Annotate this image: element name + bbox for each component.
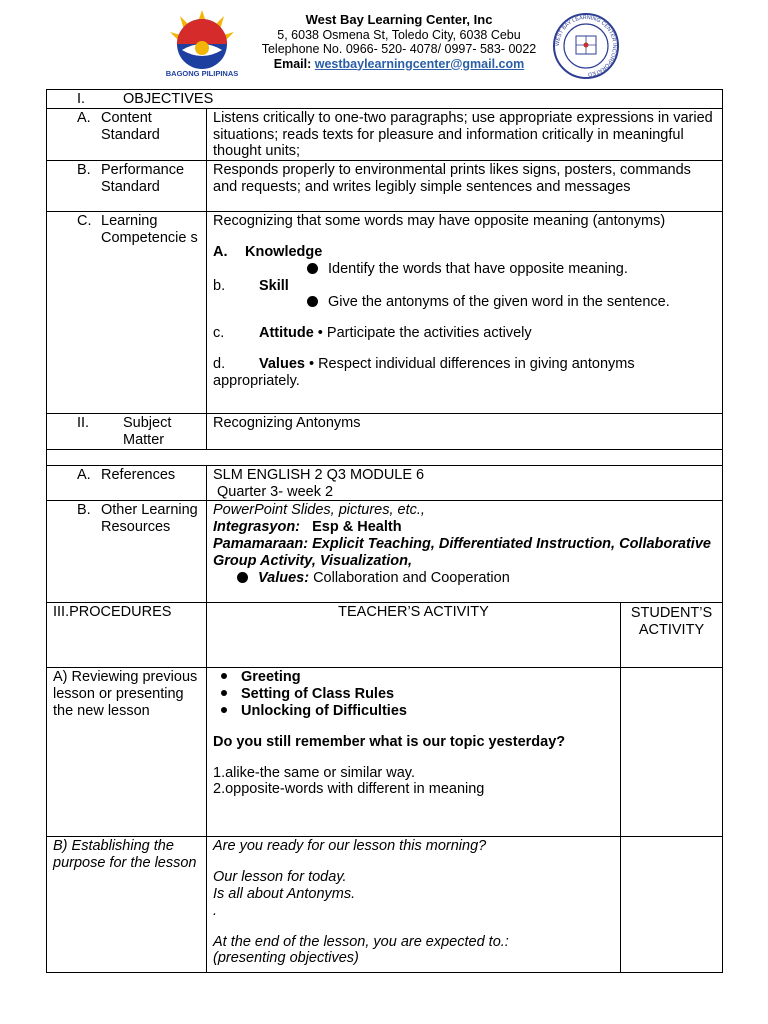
step-b-line1: Are you ready for our lesson this morning? bbox=[213, 838, 487, 855]
subject-matter-text: Recognizing Antonyms bbox=[207, 414, 723, 450]
school-address: 5, 6038 Osmena St, Toledo City, 6038 Cebu bbox=[277, 27, 521, 42]
step-a-item2: 2.opposite-words with different in meaning bbox=[213, 781, 485, 798]
bullet-icon bbox=[307, 296, 318, 307]
step-b-line5: At the end of the lesson, you are expected to.: bbox=[213, 933, 509, 950]
references-key: A. bbox=[77, 466, 91, 483]
bullet-icon bbox=[221, 690, 227, 696]
email-link[interactable]: westbaylearningcenter@gmail.com bbox=[314, 56, 525, 71]
spacer-row bbox=[47, 449, 723, 465]
bullet-icon bbox=[221, 707, 227, 713]
step-b-student-cell bbox=[621, 837, 723, 973]
list-item: Unlocking of Difficulties bbox=[213, 703, 614, 720]
values-resource-label: Values: bbox=[258, 569, 310, 586]
content-standard-key: A. bbox=[77, 109, 91, 126]
content-standard-text: Listens critically to one-two paragraphs; use appropriate expressions in varied situations; reads texts for pleasure and information critically in meaningful thought units; bbox=[207, 108, 723, 160]
subject-matter-num: II. bbox=[77, 415, 90, 432]
subject-matter-label: Subject Matter bbox=[123, 415, 172, 448]
list-item: Setting of Class Rules bbox=[213, 686, 614, 703]
bagong-pilipinas-logo bbox=[160, 8, 244, 78]
step-b-line2: Our lesson for today. bbox=[213, 869, 347, 886]
procedures-header-row bbox=[47, 603, 723, 668]
step-a-item1: 1.alike-the same or similar way. bbox=[213, 764, 415, 781]
skill-label: Skill bbox=[259, 277, 289, 294]
other-resources-row bbox=[47, 501, 723, 603]
values-resource-value: Collaboration and Cooperation bbox=[313, 569, 510, 586]
subject-matter-row bbox=[47, 414, 723, 450]
references-line1: SLM ENGLISH 2 Q3 MODULE 6 bbox=[213, 466, 425, 483]
learning-competencies-content bbox=[207, 212, 723, 414]
knowledge-key: A. bbox=[213, 243, 228, 260]
references-line2: Quarter 3- week 2 bbox=[217, 483, 334, 500]
teacher-activity-header: TEACHER’S ACTIVITY bbox=[207, 603, 621, 668]
knowledge-label: Knowledge bbox=[245, 243, 323, 260]
other-resources-line1: PowerPoint Slides, pictures, etc., bbox=[213, 502, 425, 519]
step-b-line6: (presenting objectives) bbox=[213, 950, 359, 967]
competency-intro: Recognizing that some words may have opposite meaning (antonyms) bbox=[213, 213, 666, 230]
bullet-icon bbox=[221, 673, 227, 679]
seal-text: WEST BAY LEARNING CENTER INCORPORATED bbox=[554, 14, 618, 77]
performance-standard-row bbox=[47, 161, 723, 212]
pamamaraan-text: Pamamaraan: Explicit Teaching, Differentiated Instruction, Collaborative Group Activity, Visualization, bbox=[213, 535, 711, 569]
other-resources-label: Other Learning Resources bbox=[101, 502, 198, 536]
school-info bbox=[250, 13, 548, 71]
bullet-icon bbox=[307, 263, 318, 274]
integrasyon-value: Esp & Health bbox=[312, 519, 402, 536]
west-bay-seal-logo bbox=[552, 12, 620, 80]
step-a-student-cell bbox=[621, 668, 723, 837]
procedures-label: III.PROCEDURES bbox=[47, 603, 207, 668]
performance-standard-label: Performance Standard bbox=[101, 162, 185, 195]
logo-caption: BAGONG PILIPINAS bbox=[165, 69, 239, 78]
step-b-line3: Is all about Antonyms. bbox=[213, 885, 356, 902]
skill-key: b. bbox=[213, 277, 226, 294]
references-row bbox=[47, 465, 723, 501]
values-label: Values bbox=[259, 355, 305, 372]
learning-competencies-row bbox=[47, 212, 723, 414]
lesson-plan-table bbox=[46, 89, 723, 973]
bullet-icon bbox=[237, 572, 248, 583]
performance-standard-key: B. bbox=[77, 162, 91, 179]
step-a-question: Do you still remember what is our topic yesterday? bbox=[213, 733, 566, 750]
step-a-row bbox=[47, 668, 723, 837]
school-telephone: Telephone No. 0966- 520- 4078/ 0997- 583- 0022 bbox=[261, 42, 537, 56]
school-email-line bbox=[250, 57, 548, 72]
email-label: Email: bbox=[273, 56, 312, 71]
student-activity-header: STUDENT’S ACTIVITY bbox=[621, 603, 723, 668]
attitude-key: c. bbox=[213, 325, 225, 342]
attitude-text: • Participate the activities actively bbox=[317, 325, 532, 342]
objectives-num: I. bbox=[77, 91, 86, 107]
attitude-label: Attitude bbox=[259, 325, 314, 342]
step-a-label: A) Reviewing previous lesson or presenting the new lesson bbox=[47, 668, 207, 837]
letterhead bbox=[0, 0, 768, 86]
step-b-row bbox=[47, 837, 723, 973]
skill-bullet: Give the antonyms of the given word in the sentence. bbox=[328, 294, 670, 311]
performance-standard-text: Responds properly to environmental prints likes signs, posters, commands and requests; and writes legibly simple sentences and messages bbox=[207, 161, 723, 212]
values-key: d. bbox=[213, 355, 226, 372]
other-resources-key: B. bbox=[77, 502, 91, 519]
learning-competencies-label: Learning Competencie s bbox=[101, 213, 198, 246]
learning-competencies-key: C. bbox=[77, 213, 92, 230]
values-text: • Respect individual differences in giving antonyms appropriately. bbox=[213, 355, 635, 389]
step-b-label: B) Establishing the purpose for the lesson bbox=[47, 837, 207, 973]
step-b-line4: . bbox=[213, 902, 218, 919]
knowledge-bullet: Identify the words that have opposite meaning. bbox=[328, 260, 628, 277]
objectives-title: OBJECTIVES bbox=[123, 91, 214, 107]
integrasyon-label: Integrasyon: bbox=[213, 519, 301, 536]
objectives-heading-row bbox=[47, 90, 723, 109]
school-name: West Bay Learning Center, Inc bbox=[305, 12, 493, 27]
content-standard-row bbox=[47, 108, 723, 160]
references-label: References bbox=[101, 466, 176, 483]
content-standard-label: Content Standard bbox=[101, 109, 160, 143]
list-item: Greeting bbox=[213, 669, 614, 686]
